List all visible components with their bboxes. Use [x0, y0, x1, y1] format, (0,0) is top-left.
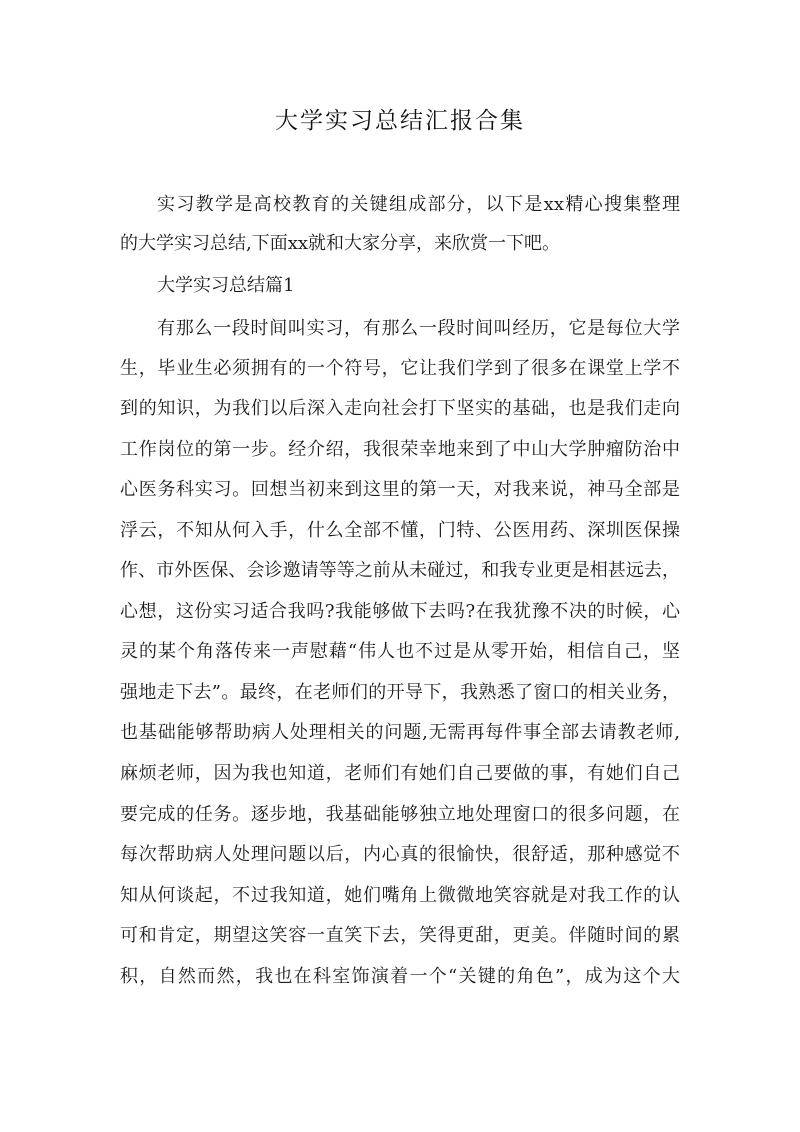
paragraph-line: 的大学实习总结,下面xx就和大家分享，来欣赏一下吧。 [120, 233, 561, 254]
paragraph-line: 工作岗位的第一步。经介绍，我很荣幸地来到了中山大学肿瘤防治中 [120, 439, 680, 460]
paragraph-line: 生，毕业生必须拥有的一个符号，它让我们学到了很多在课堂上学不 [120, 358, 680, 379]
paragraph-line: 到的知识，为我们以后深入走向社会打下坚实的基础，也是我们走向 [120, 398, 680, 419]
paragraph-line: 作、市外医保、会诊邀请等等之前从未碰过，和我专业更是相甚远去， [120, 560, 680, 581]
paragraph-line: 强地走下去”。最终，在老师们的开导下，我熟悉了窗口的相关业务， [120, 682, 680, 703]
paragraph-line: 也基础能够帮助病人处理相关的问题,无需再每件事全部去请教老师, [120, 722, 680, 743]
paragraph-line: 知从何谈起，不过我知道，她们嘴角上微微地笑容就是对我工作的认 [120, 885, 680, 906]
paragraph-line: 心想，这份实习适合我吗?我能够做下去吗?在我犹豫不决的时候，心 [120, 601, 680, 622]
document-title: 大学实习总结汇报合集 [275, 108, 525, 134]
paragraph-line: 要完成的任务。逐步地，我基础能够独立地处理窗口的很多问题，在 [120, 804, 680, 825]
paragraph-line: 心医务科实习。回想当初来到这里的第一天，对我来说，神马全部是 [120, 479, 680, 500]
section-heading: 大学实习总结篇1 [157, 275, 295, 296]
paragraph-line: 灵的某个角落传来一声慰藉“伟人也不过是从零开始，相信自己，坚 [120, 641, 680, 662]
paragraph-line: 积，自然而然，我也在科室饰演着一个“关键的角色”，成为这个大 [120, 966, 680, 987]
paragraph-line: 实习教学是高校教育的关键组成部分，以下是xx精心搜集整理 [157, 194, 680, 215]
paragraph-line: 每次帮助病人处理问题以后，内心真的很愉快，很舒适，那种感觉不 [120, 844, 680, 865]
paragraph-line: 浮云，不知从何入手，什么全部不懂，门特、公医用药、深圳医保操 [120, 520, 680, 541]
paragraph-line: 麻烦老师，因为我也知道，老师们有她们自己要做的事，有她们自己 [120, 763, 680, 784]
paragraph-line: 可和肯定，期望这笑容一直笑下去，笑得更甜，更美。伴随时间的累 [120, 925, 680, 946]
paragraph-line: 有那么一段时间叫实习，有那么一段时间叫经历，它是每位大学 [157, 318, 680, 339]
